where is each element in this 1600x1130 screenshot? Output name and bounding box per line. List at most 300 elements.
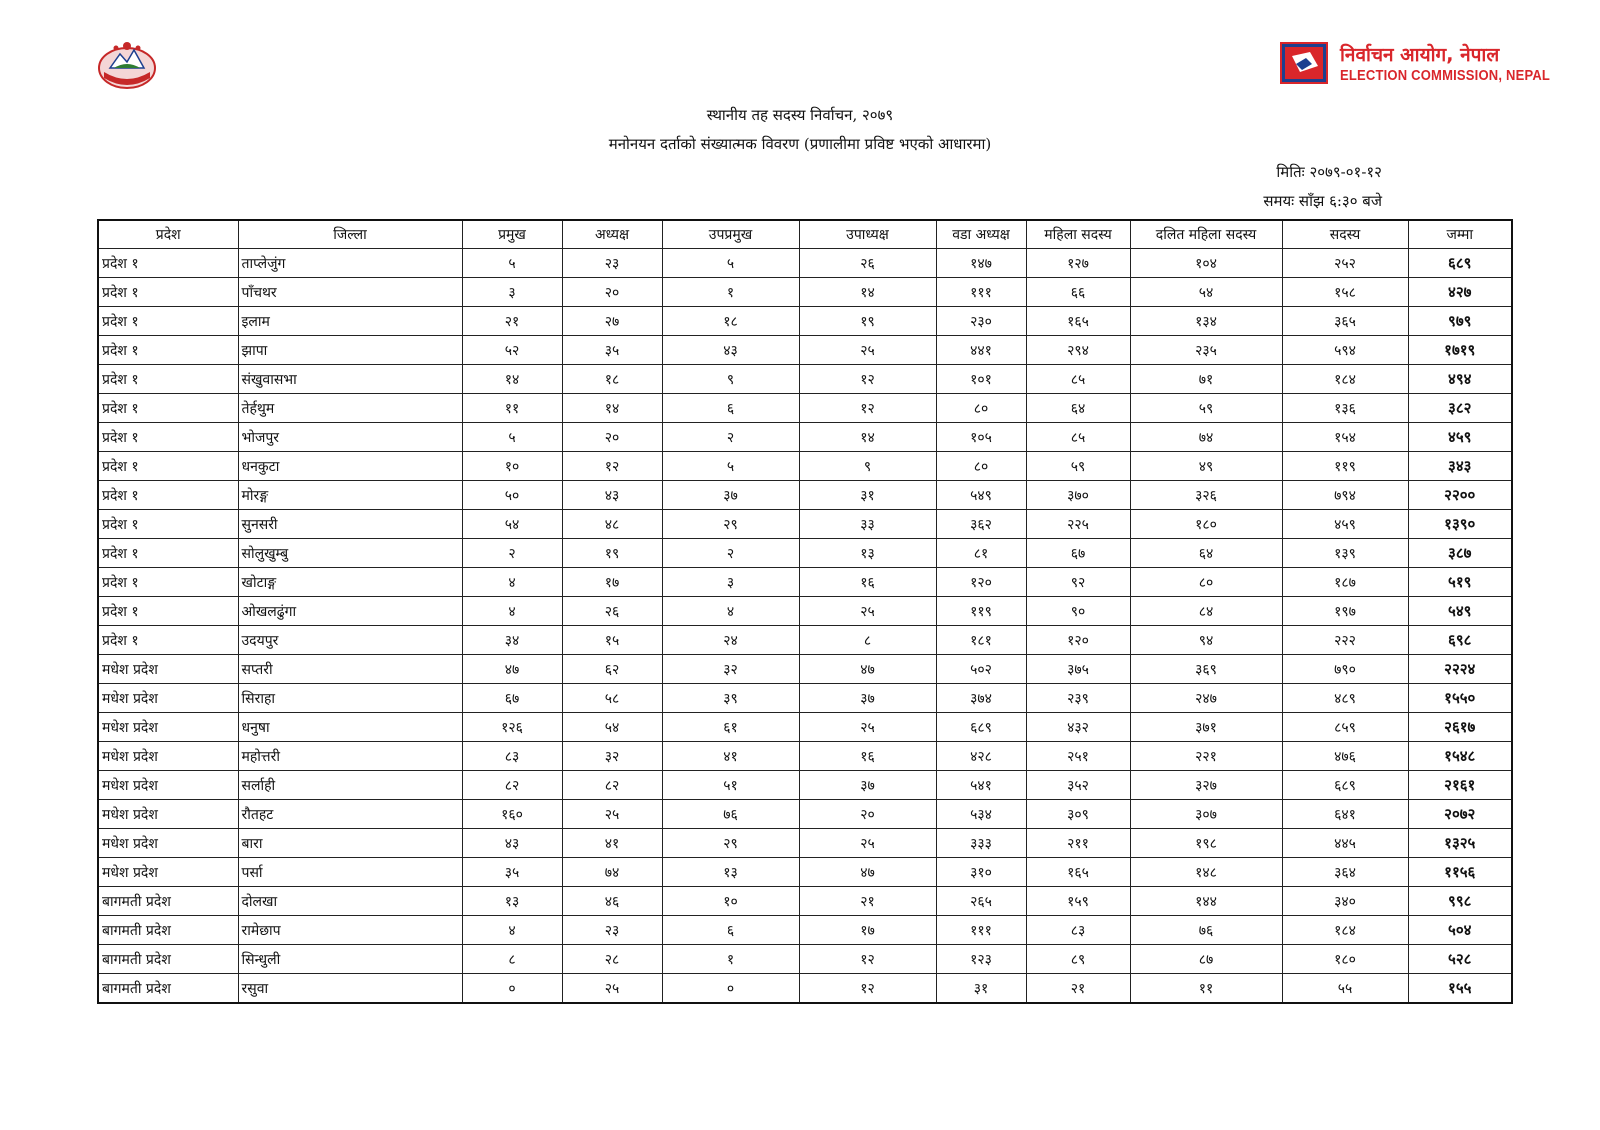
table-cell: २५ <box>799 829 936 858</box>
table-cell: २० <box>562 278 662 307</box>
total-cell: २६१७ <box>1408 713 1512 742</box>
table-cell: १३४ <box>1130 307 1282 336</box>
table-cell: २३५ <box>1130 336 1282 365</box>
table-cell: १८ <box>562 365 662 394</box>
total-cell: १३९० <box>1408 510 1512 539</box>
table-cell: २६ <box>799 249 936 278</box>
table-cell: ४७६ <box>1282 742 1408 771</box>
ec-name-en: ELECTION COMMISSION, NEPAL <box>1340 66 1551 84</box>
table-cell: २३० <box>936 307 1026 336</box>
table-cell: ३७५ <box>1026 655 1130 684</box>
table-cell: २५ <box>799 597 936 626</box>
table-cell: ८५ <box>1026 365 1130 394</box>
total-cell: ३४३ <box>1408 452 1512 481</box>
table-cell: २१ <box>462 307 562 336</box>
table-cell: १२६ <box>462 713 562 742</box>
district-cell: धनकुटा <box>238 452 462 481</box>
district-cell: खोटाङ्ग <box>238 568 462 597</box>
total-cell: १७१९ <box>1408 336 1512 365</box>
table-cell: २९ <box>662 510 799 539</box>
table-cell: १२३ <box>936 945 1026 974</box>
column-header: उपाध्यक्ष <box>799 220 936 249</box>
table-row <box>98 568 1512 597</box>
column-header: दलित महिला सदस्य <box>1130 220 1282 249</box>
table-cell: २३९ <box>1026 684 1130 713</box>
table-row <box>98 887 1512 916</box>
table-row <box>98 742 1512 771</box>
province-cell: प्रदेश १ <box>98 365 238 394</box>
table-cell: ३७ <box>662 481 799 510</box>
table-row <box>98 626 1512 655</box>
table-cell: ८७ <box>1130 945 1282 974</box>
total-cell: ६८९ <box>1408 249 1512 278</box>
table-cell: ४३ <box>562 481 662 510</box>
table-cell: २७ <box>562 307 662 336</box>
table-cell: ३६९ <box>1130 655 1282 684</box>
table-row <box>98 481 1512 510</box>
table-cell: ० <box>462 974 562 1004</box>
table-cell: ३४० <box>1282 887 1408 916</box>
province-cell: मधेश प्रदेश <box>98 742 238 771</box>
table-cell: ३१ <box>799 481 936 510</box>
total-cell: १५५० <box>1408 684 1512 713</box>
table-cell: २२२ <box>1282 626 1408 655</box>
table-cell: ४८९ <box>1282 684 1408 713</box>
table-cell: ७१ <box>1130 365 1282 394</box>
table-cell: ० <box>662 974 799 1004</box>
column-header: वडा अध्यक्ष <box>936 220 1026 249</box>
table-cell: ८० <box>936 394 1026 423</box>
table-cell: ४ <box>462 597 562 626</box>
column-header: जम्मा <box>1408 220 1512 249</box>
table-cell: १२ <box>799 394 936 423</box>
table-cell: ५०२ <box>936 655 1026 684</box>
table-cell: ६७ <box>462 684 562 713</box>
total-cell: ५१९ <box>1408 568 1512 597</box>
table-cell: १ <box>662 278 799 307</box>
table-row <box>98 249 1512 278</box>
district-cell: रसुवा <box>238 974 462 1004</box>
district-cell: पर्सा <box>238 858 462 887</box>
table-cell: २० <box>562 423 662 452</box>
page-title: स्थानीय तह सदस्य निर्वाचन, २०७९ <box>706 106 894 124</box>
province-cell: मधेश प्रदेश <box>98 858 238 887</box>
table-row <box>98 945 1512 974</box>
table-cell: ३२७ <box>1130 771 1282 800</box>
table-cell: १२७ <box>1026 249 1130 278</box>
table-cell: १४ <box>462 365 562 394</box>
column-header: महिला सदस्य <box>1026 220 1130 249</box>
table-cell: ४७ <box>462 655 562 684</box>
total-cell: ३८७ <box>1408 539 1512 568</box>
district-cell: पाँचथर <box>238 278 462 307</box>
province-cell: प्रदेश १ <box>98 307 238 336</box>
table-cell: १८० <box>1282 945 1408 974</box>
province-cell: मधेश प्रदेश <box>98 655 238 684</box>
column-header: प्रदेश <box>98 220 238 249</box>
table-cell: २२१ <box>1130 742 1282 771</box>
table-cell: १४ <box>562 394 662 423</box>
table-cell: ६७ <box>1026 539 1130 568</box>
table-cell: १९ <box>799 307 936 336</box>
column-header: प्रमुख <box>462 220 562 249</box>
table-row <box>98 771 1512 800</box>
table-cell: ८ <box>462 945 562 974</box>
table-cell: १८४ <box>1282 365 1408 394</box>
table-row <box>98 974 1512 1004</box>
table-cell: १०१ <box>936 365 1026 394</box>
table-cell: ५ <box>462 423 562 452</box>
table-row <box>98 858 1512 887</box>
table-cell: ३९ <box>662 684 799 713</box>
table-cell: १०४ <box>1130 249 1282 278</box>
table-cell: २६ <box>562 597 662 626</box>
table-cell: ५४ <box>562 713 662 742</box>
table-cell: ३६४ <box>1282 858 1408 887</box>
province-cell: प्रदेश १ <box>98 568 238 597</box>
district-cell: बारा <box>238 829 462 858</box>
table-cell: ३७ <box>799 684 936 713</box>
page-subtitle: मनोनयन दर्ताको संख्यात्मक विवरण (प्रणालीमा प्रविष्ट भएको आधारमा) <box>608 135 992 153</box>
table-cell: ११ <box>462 394 562 423</box>
table-row <box>98 829 1512 858</box>
table-cell: ४१ <box>662 742 799 771</box>
district-cell: ओखलढुंगा <box>238 597 462 626</box>
table-cell: ८ <box>799 626 936 655</box>
column-header: उपप्रमुख <box>662 220 799 249</box>
table-cell: ३१ <box>936 974 1026 1004</box>
total-cell: ४२७ <box>1408 278 1512 307</box>
table-cell: ३ <box>462 278 562 307</box>
table-cell: ७६ <box>1130 916 1282 945</box>
table-cell: ६४ <box>1026 394 1130 423</box>
table-cell: १७ <box>799 916 936 945</box>
table-cell: २५ <box>562 800 662 829</box>
table-cell: २३ <box>562 916 662 945</box>
total-cell: ९७९ <box>1408 307 1512 336</box>
table-cell: १११ <box>936 278 1026 307</box>
table-cell: २ <box>662 423 799 452</box>
table-row <box>98 278 1512 307</box>
district-cell: झापा <box>238 336 462 365</box>
province-cell: प्रदेश १ <box>98 597 238 626</box>
table-cell: १९८ <box>1130 829 1282 858</box>
province-cell: प्रदेश १ <box>98 249 238 278</box>
table-cell: ३३ <box>799 510 936 539</box>
table-cell: १९७ <box>1282 597 1408 626</box>
table-cell: ५ <box>662 452 799 481</box>
table-cell: २६५ <box>936 887 1026 916</box>
table-row <box>98 365 1512 394</box>
total-cell: ४५९ <box>1408 423 1512 452</box>
district-cell: सर्लाही <box>238 771 462 800</box>
table-header-row <box>98 220 1512 249</box>
table-cell: १२ <box>799 365 936 394</box>
table-cell: १८४ <box>1282 916 1408 945</box>
district-cell: धनुषा <box>238 713 462 742</box>
table-cell: ५२ <box>462 336 562 365</box>
table-cell: ३६५ <box>1282 307 1408 336</box>
table-cell: ८२ <box>562 771 662 800</box>
table-cell: ९० <box>1026 597 1130 626</box>
district-cell: महोत्तरी <box>238 742 462 771</box>
table-cell: ३१० <box>936 858 1026 887</box>
table-cell: १४७ <box>936 249 1026 278</box>
district-cell: सिराहा <box>238 684 462 713</box>
table-cell: ६४१ <box>1282 800 1408 829</box>
table-cell: ५३४ <box>936 800 1026 829</box>
table-cell: ८० <box>1130 568 1282 597</box>
district-cell: सप्तरी <box>238 655 462 684</box>
table-cell: ४ <box>462 568 562 597</box>
table-cell: १२ <box>562 452 662 481</box>
province-cell: प्रदेश १ <box>98 423 238 452</box>
district-cell: रौतहट <box>238 800 462 829</box>
table-cell: १४ <box>799 423 936 452</box>
table-cell: ४४१ <box>936 336 1026 365</box>
table-cell: २१ <box>1026 974 1130 1004</box>
table-row <box>98 510 1512 539</box>
table-cell: ५० <box>462 481 562 510</box>
province-cell: मधेश प्रदेश <box>98 829 238 858</box>
table-cell: १११ <box>936 916 1026 945</box>
table-row <box>98 655 1512 684</box>
table-row <box>98 452 1512 481</box>
province-cell: प्रदेश १ <box>98 626 238 655</box>
table-cell: १४ <box>799 278 936 307</box>
table-cell: ५४ <box>1130 278 1282 307</box>
table-cell: १६५ <box>1026 858 1130 887</box>
table-cell: १८० <box>1130 510 1282 539</box>
table-cell: २९ <box>662 829 799 858</box>
province-cell: प्रदेश १ <box>98 481 238 510</box>
table-cell: २५ <box>562 974 662 1004</box>
table-cell: ६८९ <box>936 713 1026 742</box>
ec-name-np: निर्वाचन आयोग, नेपाल <box>1340 44 1500 66</box>
table-cell: २३ <box>562 249 662 278</box>
table-cell: १६ <box>799 568 936 597</box>
district-cell: इलाम <box>238 307 462 336</box>
table-cell: १० <box>462 452 562 481</box>
table-cell: १३९ <box>1282 539 1408 568</box>
table-cell: १३ <box>799 539 936 568</box>
table-cell: १२ <box>799 945 936 974</box>
table-cell: १९ <box>562 539 662 568</box>
total-cell: ९९८ <box>1408 887 1512 916</box>
table-cell: ५४ <box>462 510 562 539</box>
table-cell: २ <box>462 539 562 568</box>
table-cell: १२० <box>936 568 1026 597</box>
table-cell: २२५ <box>1026 510 1130 539</box>
district-cell: ताप्लेजुंग <box>238 249 462 278</box>
table-cell: ५५ <box>1282 974 1408 1004</box>
province-cell: प्रदेश १ <box>98 452 238 481</box>
table-row <box>98 307 1512 336</box>
table-cell: ६२ <box>562 655 662 684</box>
report-date: मितिः २०७९-०१-१२ <box>1276 163 1382 181</box>
table-cell: ४३ <box>662 336 799 365</box>
report-time: समयः साँझ ६:३० बजे <box>1263 192 1382 210</box>
district-cell: मोरङ्ग <box>238 481 462 510</box>
table-cell: १६ <box>799 742 936 771</box>
table-row <box>98 539 1512 568</box>
table-cell: ५८ <box>562 684 662 713</box>
nomination-table <box>97 219 1513 1004</box>
table-cell: ४५९ <box>1282 510 1408 539</box>
table-cell: १३ <box>462 887 562 916</box>
table-cell: २४ <box>662 626 799 655</box>
province-cell: बागमती प्रदेश <box>98 887 238 916</box>
table-cell: १७ <box>562 568 662 597</box>
table-cell: ८२ <box>462 771 562 800</box>
table-cell: ८३ <box>1026 916 1130 945</box>
table-cell: ४२८ <box>936 742 1026 771</box>
table-cell: ४१ <box>562 829 662 858</box>
table-cell: ४७ <box>799 655 936 684</box>
table-cell: ४४५ <box>1282 829 1408 858</box>
total-cell: ४९४ <box>1408 365 1512 394</box>
province-cell: मधेश प्रदेश <box>98 771 238 800</box>
total-cell: २२०० <box>1408 481 1512 510</box>
table-cell: ८५९ <box>1282 713 1408 742</box>
table-cell: ४३२ <box>1026 713 1130 742</box>
table-cell: ७४ <box>1130 423 1282 452</box>
table-cell: २४७ <box>1130 684 1282 713</box>
district-cell: दोलखा <box>238 887 462 916</box>
table-cell: ४ <box>662 597 799 626</box>
table-cell: २९४ <box>1026 336 1130 365</box>
table-cell: ४ <box>462 916 562 945</box>
province-cell: प्रदेश १ <box>98 336 238 365</box>
table-cell: ३५२ <box>1026 771 1130 800</box>
table-cell: १२० <box>1026 626 1130 655</box>
table-cell: १० <box>662 887 799 916</box>
nepal-emblem-icon <box>96 40 158 90</box>
table-cell: ५१ <box>662 771 799 800</box>
table-cell: ११९ <box>1282 452 1408 481</box>
table-cell: ४६ <box>562 887 662 916</box>
table-cell: ५ <box>462 249 562 278</box>
table-cell: २१ <box>799 887 936 916</box>
table-cell: १०५ <box>936 423 1026 452</box>
district-cell: सोलुखुम्बु <box>238 539 462 568</box>
table-cell: ५४१ <box>936 771 1026 800</box>
province-cell: प्रदेश १ <box>98 539 238 568</box>
table-cell: ६१ <box>662 713 799 742</box>
district-cell: तेर्हथुम <box>238 394 462 423</box>
table-cell: १५४ <box>1282 423 1408 452</box>
province-cell: मधेश प्रदेश <box>98 800 238 829</box>
total-cell: ११५६ <box>1408 858 1512 887</box>
table-cell: ३४ <box>462 626 562 655</box>
table-cell: ५९४ <box>1282 336 1408 365</box>
table-cell: ५४९ <box>936 481 1026 510</box>
table-cell: ३२६ <box>1130 481 1282 510</box>
table-cell: ३०७ <box>1130 800 1282 829</box>
table-cell: ३५ <box>562 336 662 365</box>
table-cell: ८० <box>936 452 1026 481</box>
column-header: जिल्ला <box>238 220 462 249</box>
total-cell: ५०४ <box>1408 916 1512 945</box>
total-cell: ५२८ <box>1408 945 1512 974</box>
table-cell: ७९४ <box>1282 481 1408 510</box>
table-cell: ६४ <box>1130 539 1282 568</box>
table-row <box>98 394 1512 423</box>
table-cell: १५९ <box>1026 887 1130 916</box>
table-cell: ४३ <box>462 829 562 858</box>
table-cell: १६५ <box>1026 307 1130 336</box>
table-cell: ६६ <box>1026 278 1130 307</box>
total-cell: ३८२ <box>1408 394 1512 423</box>
table-cell: १४४ <box>1130 887 1282 916</box>
table-cell: ३७१ <box>1130 713 1282 742</box>
table-cell: १८१ <box>936 626 1026 655</box>
province-cell: प्रदेश १ <box>98 278 238 307</box>
table-cell: ३२ <box>662 655 799 684</box>
district-cell: सुनसरी <box>238 510 462 539</box>
district-cell: संखुवासभा <box>238 365 462 394</box>
table-cell: १५८ <box>1282 278 1408 307</box>
table-cell: ४९ <box>1130 452 1282 481</box>
table-cell: ५ <box>662 249 799 278</box>
table-cell: ७४ <box>562 858 662 887</box>
table-row <box>98 336 1512 365</box>
district-cell: रामेछाप <box>238 916 462 945</box>
table-cell: ३३३ <box>936 829 1026 858</box>
column-header: अध्यक्ष <box>562 220 662 249</box>
table-row <box>98 916 1512 945</box>
table-row <box>98 713 1512 742</box>
table-cell: ९ <box>799 452 936 481</box>
province-cell: प्रदेश १ <box>98 510 238 539</box>
table-cell: १५ <box>562 626 662 655</box>
table-cell: १४८ <box>1130 858 1282 887</box>
table-cell: ७६ <box>662 800 799 829</box>
table-cell: ४८ <box>562 510 662 539</box>
total-cell: २०७२ <box>1408 800 1512 829</box>
table-cell: ३ <box>662 568 799 597</box>
election-commission-logo-icon <box>1280 42 1328 84</box>
total-cell: २२२४ <box>1408 655 1512 684</box>
table-cell: १३६ <box>1282 394 1408 423</box>
table-cell: ९४ <box>1130 626 1282 655</box>
table-cell: २० <box>799 800 936 829</box>
total-cell: १५४८ <box>1408 742 1512 771</box>
table-row <box>98 800 1512 829</box>
table-cell: २५१ <box>1026 742 1130 771</box>
total-cell: १३२५ <box>1408 829 1512 858</box>
province-cell: प्रदेश १ <box>98 394 238 423</box>
total-cell: १५५ <box>1408 974 1512 1004</box>
table-cell: १२ <box>799 974 936 1004</box>
table-cell: ३७४ <box>936 684 1026 713</box>
table-cell: ९ <box>662 365 799 394</box>
district-cell: भोजपुर <box>238 423 462 452</box>
province-cell: मधेश प्रदेश <box>98 713 238 742</box>
table-cell: ५९ <box>1026 452 1130 481</box>
province-cell: मधेश प्रदेश <box>98 684 238 713</box>
table-cell: २११ <box>1026 829 1130 858</box>
total-cell: २१६१ <box>1408 771 1512 800</box>
table-cell: २ <box>662 539 799 568</box>
table-cell: २५२ <box>1282 249 1408 278</box>
table-cell: २८ <box>562 945 662 974</box>
total-cell: ५४९ <box>1408 597 1512 626</box>
table-cell: १८ <box>662 307 799 336</box>
table-cell: ३७० <box>1026 481 1130 510</box>
table-cell: ३६२ <box>936 510 1026 539</box>
table-row <box>98 423 1512 452</box>
